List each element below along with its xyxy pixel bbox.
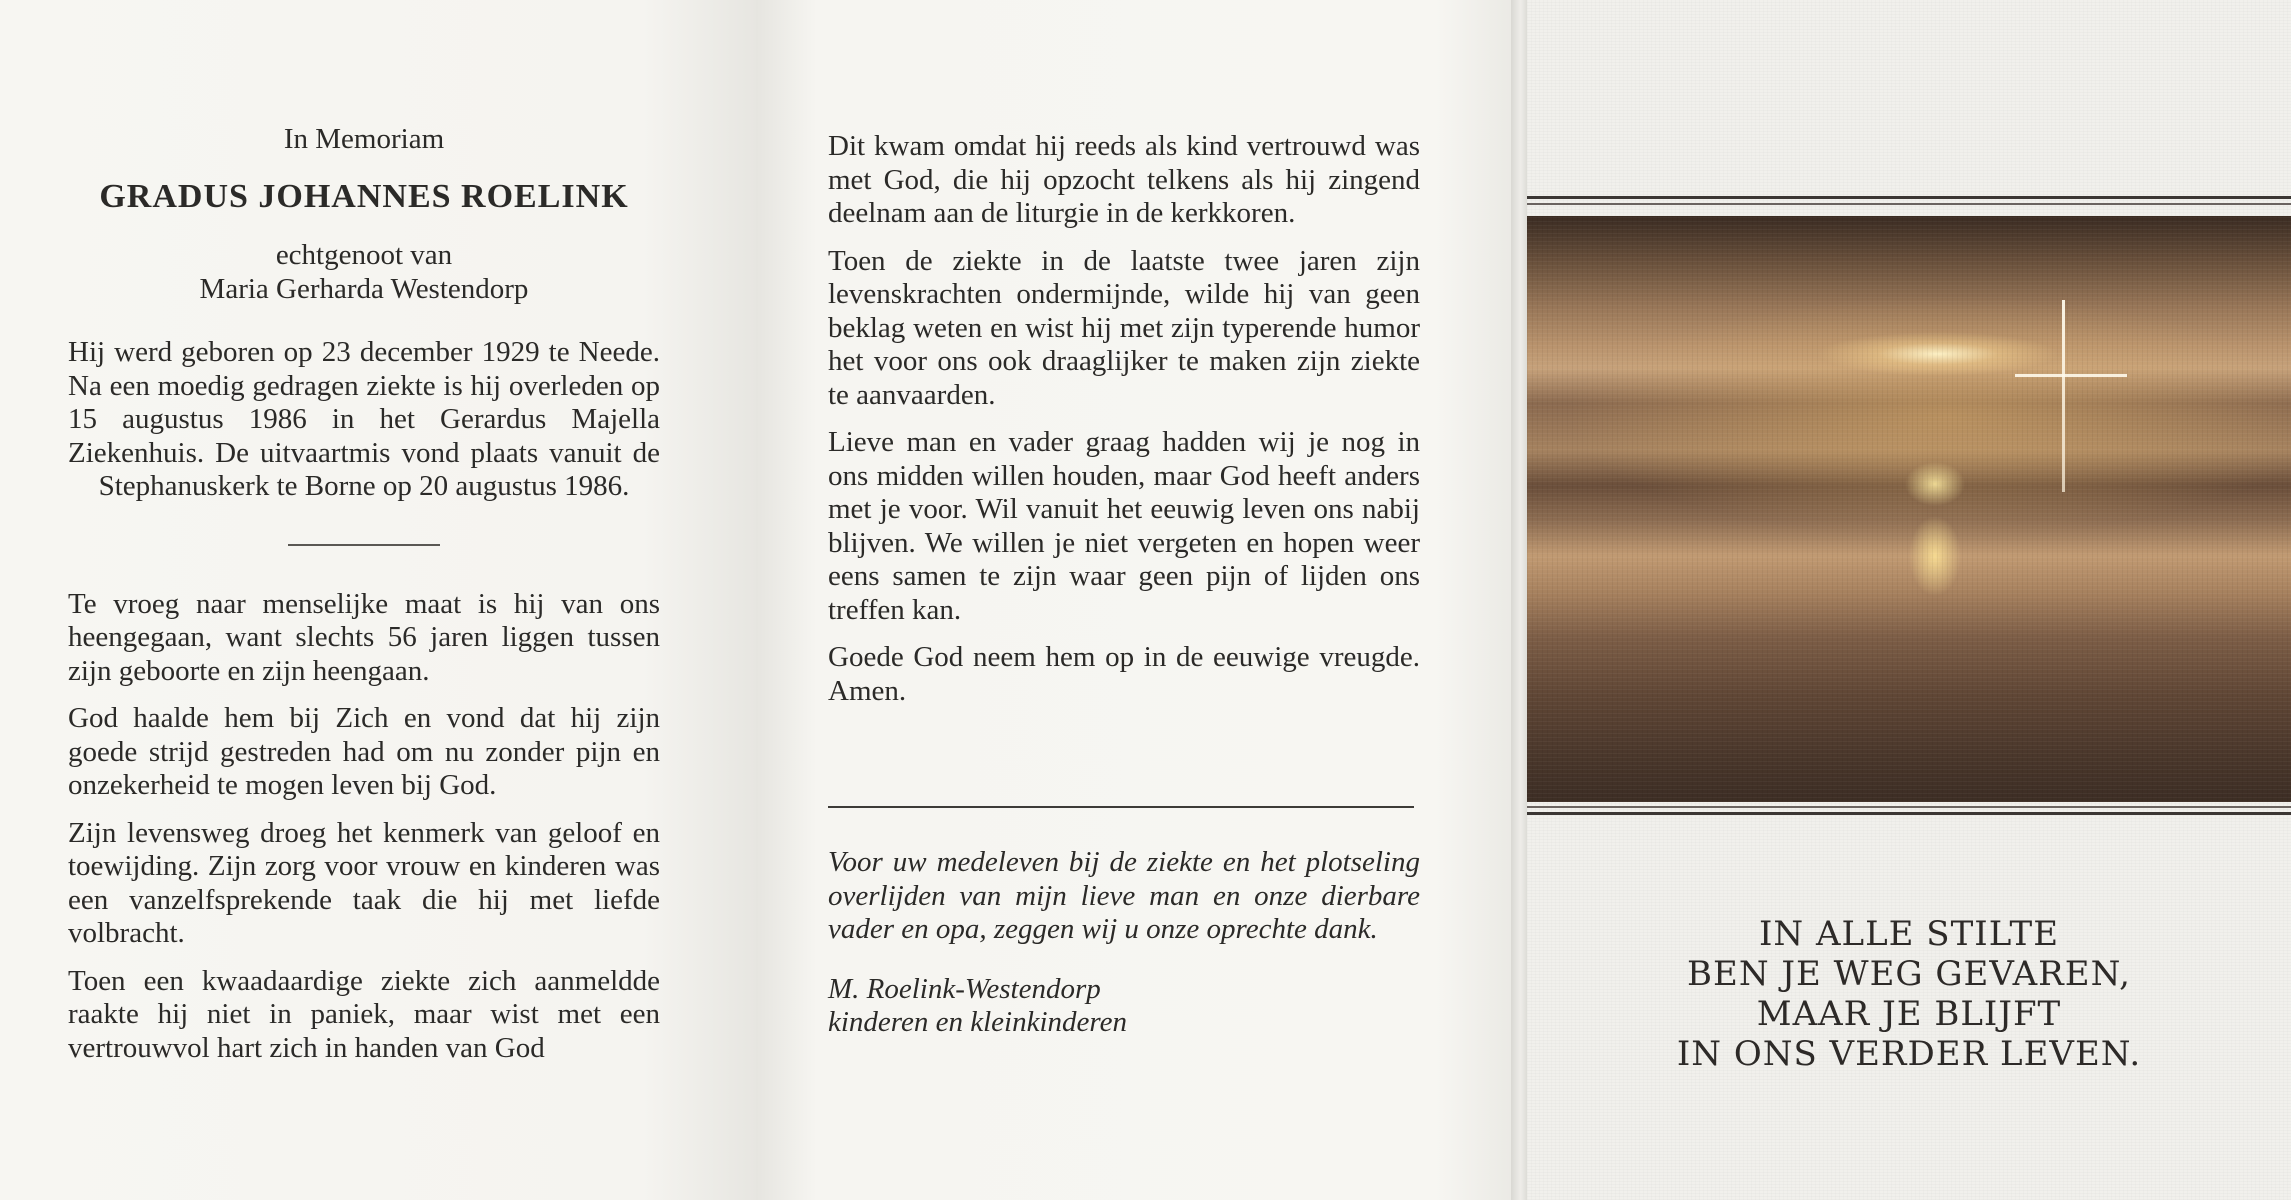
- card-fold: [1511, 0, 1527, 1200]
- frame-rule-top-inner: [1527, 203, 2291, 205]
- tribute-paragraph: Toen de ziekte in de laatste twee jaren zijn levenskrachten ondermijnde, wilde hij van geen beklag weten en wist hij met zijn typerende humor het voor ons ook draaglijker te maken zijn ziekte te aanvaarden.: [828, 244, 1420, 411]
- verse-line: IN ALLE STILTE: [1758, 914, 2060, 954]
- verse-line: BEN JE WEG GEVAREN,: [1687, 954, 2131, 994]
- left-text-column: [68, 123, 660, 1079]
- biography-paragraph: Hij werd geboren op 23 december 1929 te Neede. Na een moedig gedragen ziekte is hij overleden op 15 augustus 1986 in het Gerardus Majella Ziekenhuis. De uitvaartmis vond plaats vanuit de Stephanuskerk te Borne op 20 augustus 1986.: [68, 336, 660, 502]
- verse-line: MAAR JE BLIJFT: [1756, 994, 2062, 1034]
- in-memoriam-heading: In Memoriam: [283, 123, 445, 155]
- thanks-paragraph: Voor uw medeleven bij de ziekte en het plotseling overlijden van mijn lieve man en onze dierbare vader en opa, zeggen wij u onze oprechte dank.: [828, 846, 1420, 945]
- memorial-verse: [1527, 914, 2291, 1074]
- tribute-paragraph: Lieve man en vader graag hadden wij je nog in ons midden willen houden, maar God heeft anders met je voor. Wil vanuit het eeuwig leven ons nabij blijven. We willen je niet vergeten en hopen weer eens samen te zijn waar geen pijn of lijden ons treffen kan.: [828, 426, 1420, 626]
- divider: [288, 544, 440, 546]
- signature-block: [828, 973, 1420, 1039]
- deceased-name: GRADUS JOHANNES ROELINK: [99, 178, 629, 215]
- spouse-name: Maria Gerharda Westendorp: [199, 273, 529, 305]
- spouse-intro: echtgenoot van: [275, 239, 453, 271]
- middle-text-column: [828, 130, 1420, 1039]
- verse-line: IN ONS VERDER LEVEN.: [1676, 1034, 2142, 1074]
- cross-icon-bar: [2015, 374, 2127, 377]
- signature-sub: kinderen en kleinkinderen: [828, 1005, 1127, 1038]
- divider: [828, 806, 1414, 808]
- tribute-paragraph: Dit kwam omdat hij reeds als kind vertrouwd was met God, die hij opzocht telkens als hij zingend deelnam aan de liturgie in de kerkkoren.: [828, 130, 1420, 229]
- tribute-paragraph: Zijn levensweg droeg het kenmerk van geloof en toewijding. Zijn zorg voor vrouw en kinderen was een vanzelfsprekende taak die hij met liefde volbracht.: [68, 816, 660, 949]
- photo-frame: [1527, 196, 2291, 816]
- frame-rule-bottom-inner: [1527, 806, 2291, 808]
- signature: M. Roelink-Westendorp: [828, 972, 1101, 1005]
- sunset-sea-photo: [1527, 216, 2291, 802]
- frame-rule-bottom: [1527, 812, 2291, 815]
- tribute-paragraph: Te vroeg naar menselijke maat is hij van ons heengegaan, want slechts 56 jaren liggen tussen zijn geboorte en zijn heengaan.: [68, 587, 660, 687]
- tribute-paragraph: God haalde hem bij Zich en vond dat hij zijn goede strijd gestreden had om nu zonder pijn en onzekerheid te mogen leven bij God.: [68, 702, 660, 801]
- frame-rule-top: [1527, 196, 2291, 199]
- tribute-paragraph: Toen een kwaadaardige ziekte zich aanmeldde raakte hij niet in paniek, maar wist met een vertrouwvol hart zich in handen van God: [68, 964, 660, 1064]
- prayer-paragraph: Goede God neem hem op in de eeuwige vreugde. Amen.: [828, 641, 1420, 707]
- spouse-block: [68, 238, 660, 306]
- cross-icon: [2062, 300, 2065, 492]
